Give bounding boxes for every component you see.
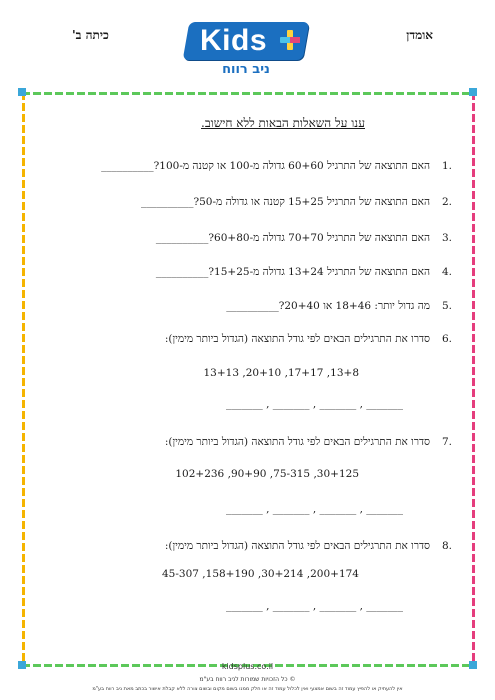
footer-note: אין להעתיק או להפיץ עמוד זה בשום אמצעי ואין לכלול עמוד זה או חלק ממנו בשום מקום ובשום צורה ללא קבלת אישור בכתב מאת ניב רווח בע"מ xyxy=(92,686,403,692)
question-number: .6 xyxy=(441,333,452,345)
exercise-list: 13+8, 17+17, 20+10, 13+13 xyxy=(203,367,359,379)
question-6 xyxy=(165,333,452,345)
frame-corner xyxy=(469,88,477,96)
question-text: האם התוצאה של התרגיל 13+24 גדולה מ-15+25?__________ xyxy=(155,266,430,278)
grade-label: כיתה ב' xyxy=(72,28,109,42)
answer-blanks[interactable]: _______ , _______ , _______ , _______ xyxy=(226,600,404,612)
question-3 xyxy=(156,232,452,244)
answer-blanks[interactable]: _______ , _______ , _______ , _______ xyxy=(226,503,404,515)
question-number: .1 xyxy=(441,160,452,172)
question-number: .2 xyxy=(441,196,452,208)
question-text: סדרו את התרגילים הבאים לפי גודל התוצאה (הגדול ביותר מימין): xyxy=(164,540,430,552)
question-number: .7 xyxy=(441,436,452,448)
question-text: סדרו את התרגילים הבאים לפי גודל התוצאה (הגדול ביותר מימין): xyxy=(164,436,430,448)
exercise-list: 30+125, 75-315, 90+90, 102+236 xyxy=(175,468,359,480)
dashed-frame xyxy=(22,92,475,667)
kidsplus-logo xyxy=(186,22,310,82)
question-number: .4 xyxy=(441,266,452,278)
exercise-list: 200+174, 30+214, 158+190, 45-307 xyxy=(162,568,359,580)
footer-url[interactable]: kidsplus.co.il xyxy=(221,662,274,671)
logo-text: Kids xyxy=(200,24,268,57)
question-text: סדרו את התרגילים הבאים לפי גודל התוצאה (הגדול ביותר מימין): xyxy=(164,333,430,345)
question-2 xyxy=(141,196,452,208)
logo-subtitle: ניב רווח xyxy=(222,62,270,77)
question-number: .8 xyxy=(441,540,452,552)
question-number: .3 xyxy=(441,232,452,244)
question-number: .5 xyxy=(441,300,452,312)
question-1 xyxy=(101,160,452,172)
plus-icon xyxy=(280,30,300,50)
question-text: האם התוצאה של התרגיל 70+70 גדולה מ-60+80?__________ xyxy=(155,232,430,244)
frame-corner xyxy=(18,88,26,96)
footer-copyright: © כל הזכויות שמורות לניב רווח בע"מ xyxy=(199,676,296,683)
question-4 xyxy=(156,266,452,278)
answer-blanks[interactable]: _______ , _______ , _______ , _______ xyxy=(226,398,404,410)
question-text: האם התוצאה של התרגיל 15+25 קטנה או גדולה מ-50?__________ xyxy=(140,196,430,208)
question-5 xyxy=(226,300,452,312)
question-8 xyxy=(165,540,452,552)
instructions: ענו על השאלות הבאות ללא חישוב. xyxy=(201,116,365,130)
topic-label: אומדן xyxy=(406,28,433,42)
question-text: מה גדול יותר: 18+46 או 20+40?__________ xyxy=(226,300,430,312)
question-text: האם התוצאה של התרגיל 60+60 גדולה מ-100 או קטנה מ-100?__________ xyxy=(101,160,430,172)
question-7 xyxy=(165,436,452,448)
